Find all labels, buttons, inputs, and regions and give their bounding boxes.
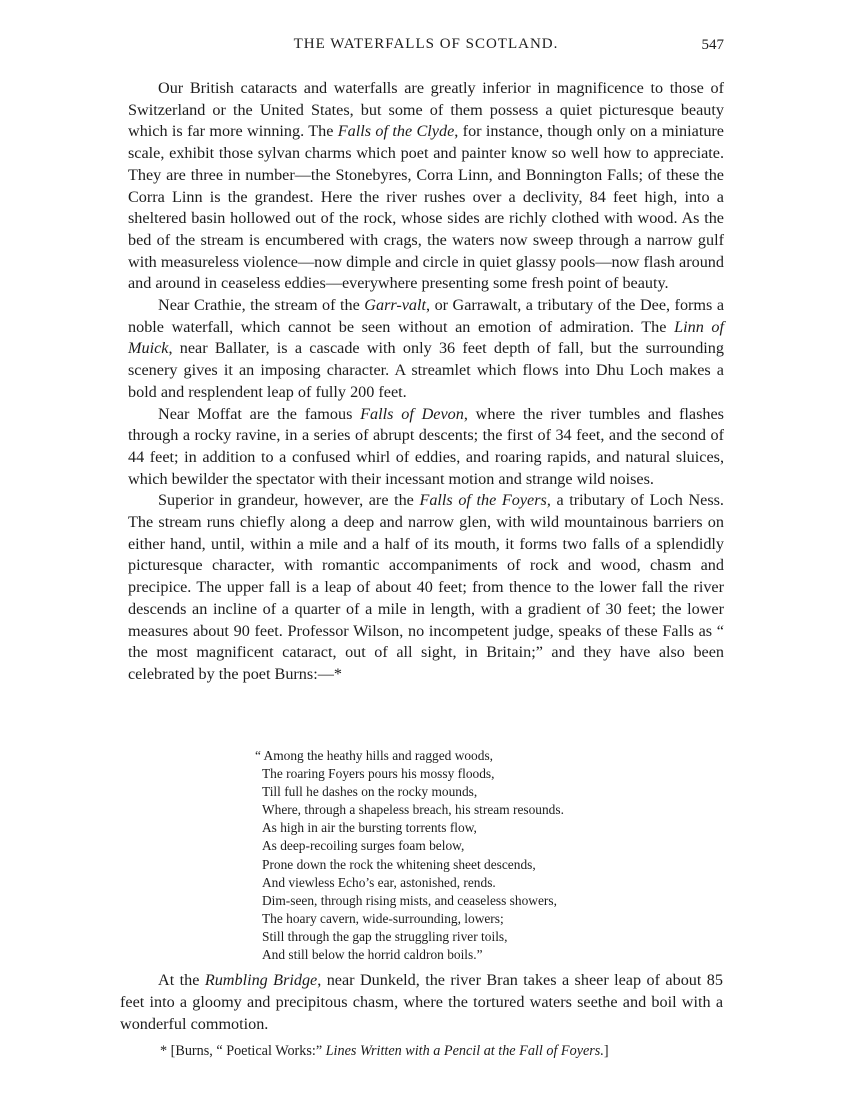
poem-line: And viewless Echo’s ear, astonished, rends. (262, 874, 496, 890)
paragraph-text: Near Moffat are the famous (158, 404, 361, 423)
poem-line: Till full he dashes on the rocky mounds, (262, 784, 478, 800)
paragraph-text: , near Ballater, is a cascade with only 36 feet depth of fall, but the surrounding scenery gives it an imposing character. A streamlet which flows into Dhu Loch makes a bold and resplendent leap of fully 200 feet. (128, 339, 724, 401)
paragraph-text: , near Dunkeld, the river Bran takes a sheer leap of about 85 feet into a gloomy and precipitous chasm, where the tortured waters seethe and boil with a wonderful commotion. (120, 971, 723, 1033)
poem-line: Where, through a shapeless breach, his stream resounds. (262, 802, 564, 818)
poem-line: The hoary cavern, wide-surrounding, lowers; (262, 910, 504, 926)
poem-line: The roaring Foyers pours his mossy floods, (262, 766, 495, 782)
paragraph-text: Superior in grandeur, however, are the (158, 491, 420, 510)
paragraph-text: Near Crathie, the stream of the (158, 296, 365, 315)
poem-line: “ Among the heathy hills and ragged woods, (255, 748, 494, 763)
poem-line: As high in air the bursting torrents flow, (262, 820, 477, 836)
italic-term: Linn of Muick (128, 317, 724, 358)
paragraph-text: , for instance, though only on a miniature scale, exhibit those sylvan charms which poet and painter know so well how to appreciate. They are three in number—the Stonebyres, Corra Linn, and Bonnington Falls; of these the Corra Linn is the grandest. Here the river rushes over a declivity, 84 feet high, into a sheltered basin hollowed out of the rock, whose sides are richly clothed with wood. As the bed of the stream is encumbered with crags, the waters now sweep through a narrow gulf with measureless violence—now dimple and circle in quiet glassy pools—now flash around and around in ceaseless eddies—everywhere presenting some fresh point of beauty. (128, 122, 724, 293)
italic-term: Falls of Devon (360, 404, 464, 423)
running-title: THE WATERFALLS OF SCOTLAND. (293, 36, 559, 52)
footnote-text: * [Burns, “ Poetical Works:” (160, 1043, 326, 1059)
poem-quotation (255, 747, 662, 964)
paragraph-clyde (128, 78, 724, 295)
body-text (128, 78, 724, 686)
paragraph (120, 969, 723, 1035)
paragraph-text: , a tributary of Loch Ness. The stream runs chiefly along a deep and narrow glen, with wild mountainous barriers on either hand, until, within a mile and a half of its mouth, it forms two falls of a splendidly picturesque character, with romantic accompaniments of rock and wood, chasm and precipice. The upper fall is a leap of about 40 feet; from thence to the lower fall the river descends an incline of a quarter of a mile in length, with a gradient of 30 feet; the lower measures about 90 feet. Professor Wilson, no incompetent judge, speaks of these Falls as “ the most magnificent cataract, out of all sight, in Britain;” and they have also been celebrated by the poet Burns:—* (128, 491, 724, 683)
poem-line: Dim-seen, through rising mists, and ceaseless showers, (262, 892, 557, 908)
page-number: 547 (701, 37, 724, 53)
paragraph-text: , where the river tumbles and flashes through a rocky ravine, in a series of abrupt descents; the first of 34 feet, and the second of 44 feet; in addition to a confused whirl of eddies, and roaring rapids, and natural sluices, which bewilder the spectator with their incessant motion and strange wild noises. (128, 404, 724, 488)
footnote-title: Lines Written with a Pencil at the Fall of Foyers. (325, 1043, 604, 1059)
paragraph-crathie (128, 295, 724, 404)
paragraph-rumbling-bridge (120, 969, 723, 1035)
page-header (128, 36, 724, 60)
paragraph-foyers (128, 490, 724, 685)
poem-line: Still through the gap the struggling river toils, (262, 928, 508, 944)
footnote-text: ] (603, 1043, 609, 1059)
poem-line: Prone down the rock the whitening sheet descends, (262, 856, 536, 872)
paragraph-text: Our British cataracts and waterfalls are greatly inferior in magnificence to those of Switzerland or the United States, but some of them possess a quiet picturesque beauty which is far more winning. The (128, 79, 724, 141)
italic-term: Falls of the Foyers (419, 491, 547, 510)
italic-term: Garr-valt (364, 296, 427, 315)
italic-term: Rumbling Bridge (204, 971, 318, 989)
footnote (160, 1043, 730, 1060)
paragraph-moffat (128, 404, 724, 491)
poem-line: And still below the horrid caldron boils.” (262, 947, 483, 963)
poem-line: As deep-recoiling surges foam below, (262, 838, 465, 854)
paragraph-text: , or Garrawalt, a tributary of the Dee, forms a noble waterfall, which cannot be seen without an emotion of admiration. The (128, 296, 725, 336)
paragraph-text: At the (158, 971, 205, 989)
italic-term: Falls of the Clyde (337, 122, 455, 141)
